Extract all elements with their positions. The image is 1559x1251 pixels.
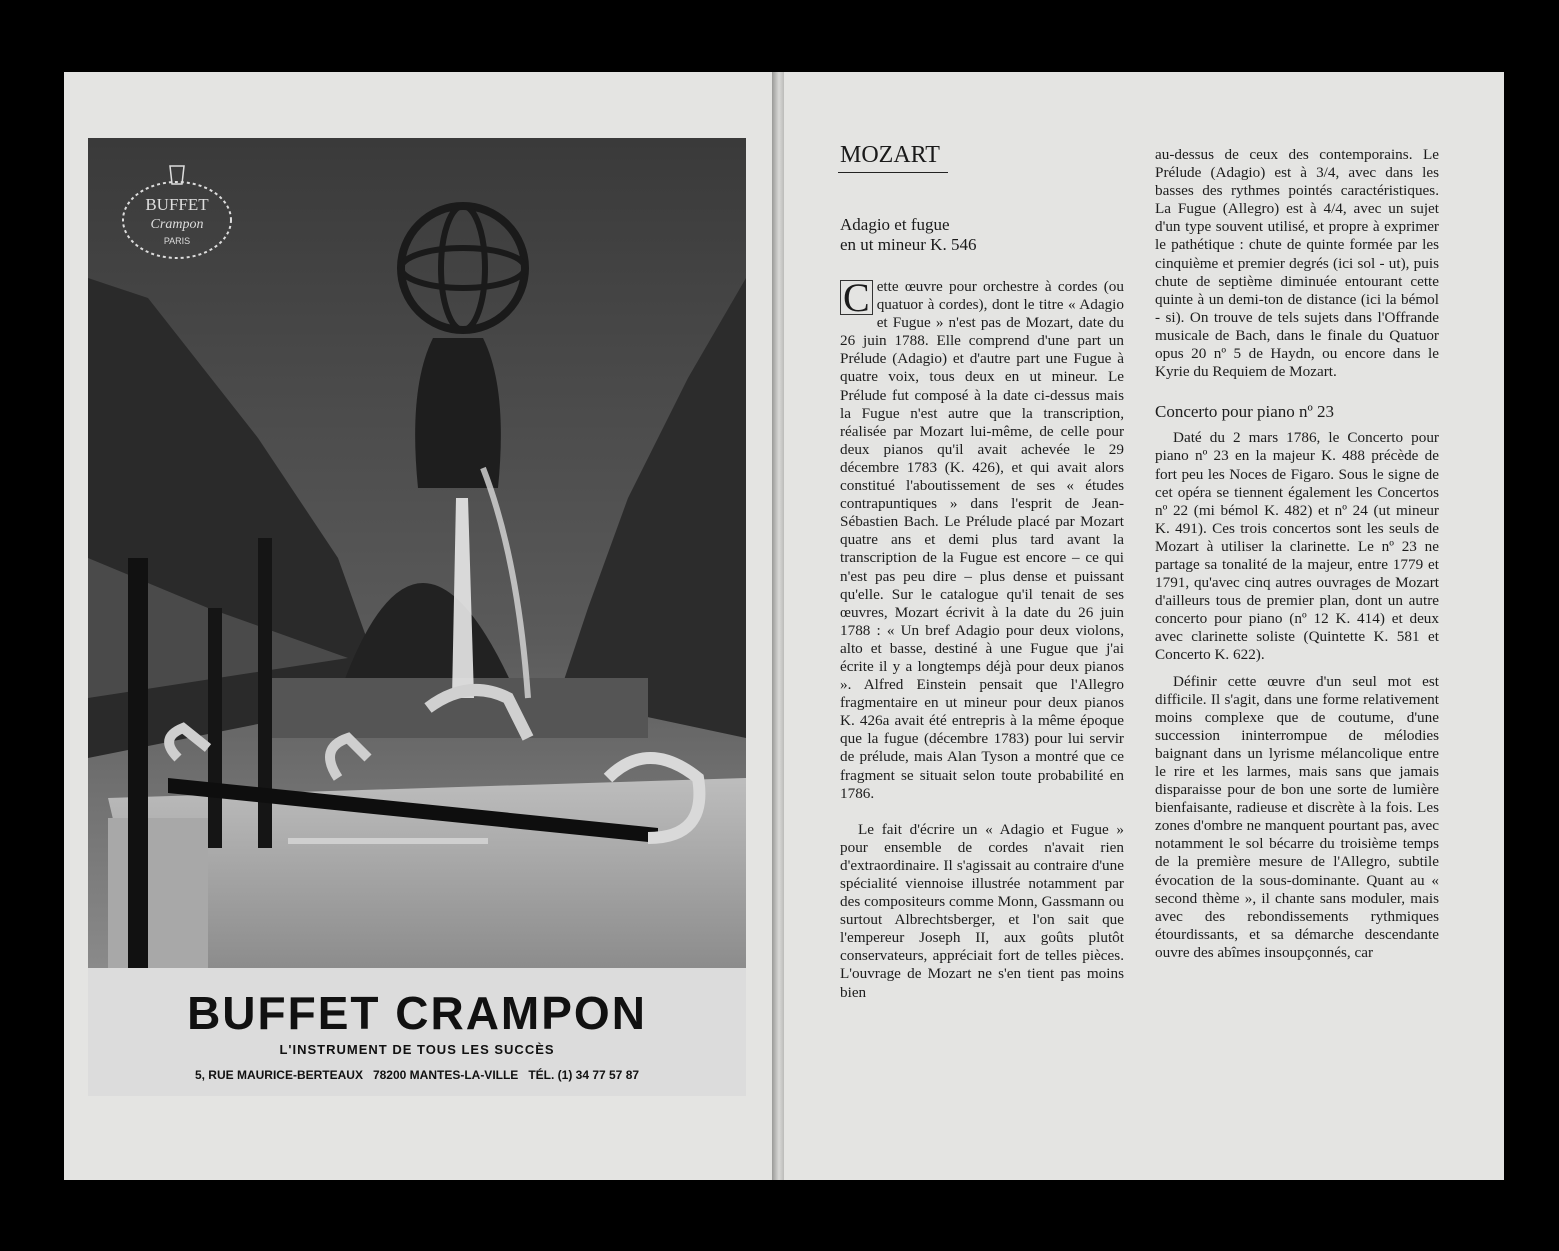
logo-text-buffet: BUFFET — [145, 195, 209, 214]
piece-title-line1: Adagio et fugue — [840, 215, 950, 234]
paragraph-4: Daté du 2 mars 1786, le Concerto pour piano nº 23 en la majeur K. 488 précède de fort peu les Noces de Figaro. Sous le signe de cet opéra se tiennent également les Concertos nº 22 (mi bémol K. 482) et nº 24 (ut mineur K. 491). Ces trois concertos sont les seuls de Mozart à utiliser la clarinette. Le nº 23 ne partage sa tonalité de la majeur, entre 1779 et 1791, qu'avec cinq autres ouvrages de Mozart d'ailleurs tous de premier plan, dont un autre concerto pour piano (nº 12 K. 414) et deux avec clarinette soliste (Quintette K. 581 et Concerto K. 622). — [1155, 429, 1439, 664]
paragraph-3: au-dessus de ceux des contemporains. Le Prélude (Adagio) est à 3/4, avec dans les basses des rythmes pointés caractéristiques. La Fugue (Allegro) est à 4/4, avec un sujet d'un type souvent utilisé, et propre à exprimer le pathétique : chute de quinte formée par les cinquième et premier degrés (ici sol - ut), puis chute de septième diminuée entourant cette quinte à un demi-ton de distance (ici la bémol - si). On trouve de tels sujets dans l'Offrande musicale de Bach, dans le finale du Quatuor opus 20 nº 5 de Haydn, ou encore dans le Kyrie du Requiem de Mozart. — [1155, 146, 1439, 381]
buffet-crampon-logo — [118, 158, 236, 270]
drop-cap: C — [840, 280, 873, 315]
section-underline — [838, 172, 948, 173]
article-column-left — [840, 275, 1124, 1002]
logo-text-paris: PARIS — [163, 236, 191, 246]
paragraph-5: Définir cette œuvre d'un seul mot est difficile. Il s'agit, dans une forme relativement moins complexe que de coutume, d'une succession ininterrompue de mélodies baignant dans un lyrisme mélancolique entre le rire et les larmes, mais sans que jamais disparaisse pour de bon une sorte de lumière bienfaisante, radieuse et discrète à la fois. Les zones d'ombre ne manquent pourtant pas, avec notamment le sol bécarre du troisième temps de la première mesure de l'Allegro, subtile évocation de la sous-dominante. Quant au « second thème », il chante sans moduler, mais avec des rebondissements rythmiques étourdissants, et sa démarche descendante ouvre des abîmes insoupçonnés, car — [1155, 672, 1439, 961]
paragraph-1-text: ette œuvre pour orchestre à cordes (ou quatuor à cordes), dont le titre « Adagio et Fugue » n'est pas de Mozart, date du 26 juin 1788. Elle comprend d'une part un Prélude (Adagio) et d'autre part une Fugue à quatre voix, tous deux en ut mineur. Le Prélude fut composé à la date ci-dessus mais la Fugue n'est autre que la transcription, réalisée par Mozart lui-même, de celle pour deux pianos qu'il avait achevée le 29 décembre 1783 (K. 426), et qui avait alors constitué l'aboutissement de ses « études contrapuntiques » dans l'esprit de Jean-Sébastien Bach. Le Prélude placé par Mozart quatre ans et demi plus tard avant la transcription de la Fugue est encore – ce qui n'est pas peu dire – plus dense et puissant qu'elle. Sur le catalogue qu'il tenait de ses œuvres, Mozart écrivit à la date du 26 juin 1788 : « Un bref Adagio pour deux violons, alto et basse, destiné à une Fugue que j'ai écrite il y a longtemps déjà pour deux pianos ». Alfred Einstein pensait que l'Allegro fragmentaire en ut mineur pour deux pianos K. 426a avait été entrepris à la même époque que la fugue (décembre 1783) pour lui servir de prélude, mais Alan Tyson a montré que ce fragment se situait selon toute probabilité en 1786. — [840, 278, 1124, 802]
ad-address: 5, RUE MAURICE-BERTEAUX 78200 MANTES-LA-VILLE TÉL. (1) 34 77 57 87 — [194, 1068, 640, 1082]
section-title: MOZART — [840, 142, 940, 168]
piece-title-line2: en ut mineur K. 546 — [840, 235, 977, 254]
ad-footer — [88, 968, 746, 1096]
piece-title — [840, 215, 1140, 255]
ad-slogan: L'INSTRUMENT DE TOUS LES SUCCÈS — [279, 1042, 555, 1057]
paragraph-2: Le fait d'écrire un « Adagio et Fugue » pour ensemble de cordes n'avait rien d'extraordinaire. Il s'agissait au contraire d'une spécialité viennoise illustrée notamment par des compositeurs comme Monn, Gassmann ou surtout Albrechtsberger, et l'on sait que l'empereur Joseph II, aux goûts plutôt conservateurs, appréciait fort de telles pièces. L'ouvrage de Mozart ne s'en tient pas moins bien — [840, 820, 1124, 1001]
paragraph-1 — [840, 275, 1124, 803]
article-column-right — [1155, 146, 1439, 962]
buffet-crampon-advertisement — [88, 138, 746, 1096]
concerto-heading: Concerto pour piano nº 23 — [1155, 402, 1335, 422]
logo-text-crampon: Crampon — [150, 217, 204, 232]
ad-brand-name: BUFFET CRAMPON — [187, 987, 647, 1039]
